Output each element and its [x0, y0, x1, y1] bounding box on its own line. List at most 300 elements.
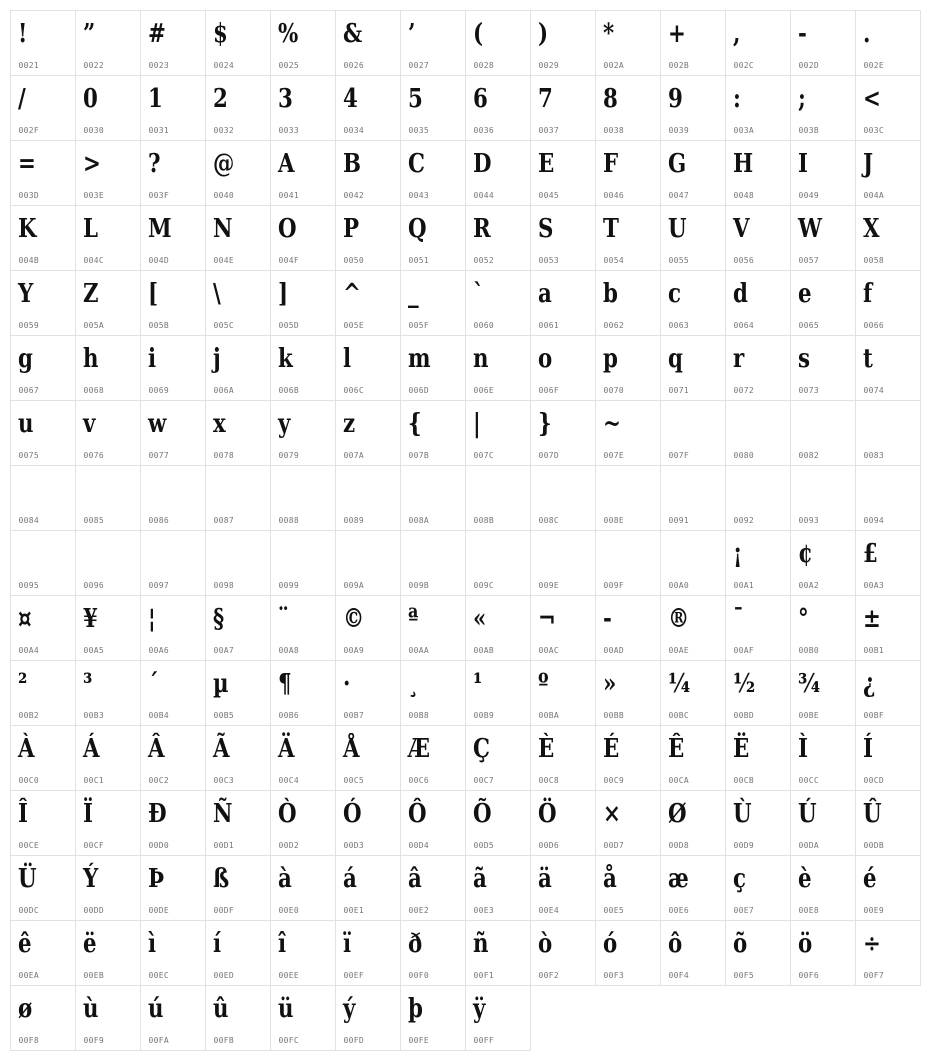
glyph-cell: [140, 140, 206, 206]
glyph-character: 0: [82, 83, 98, 114]
glyph-code-label: 0098: [213, 580, 234, 590]
glyph-cell: [335, 985, 401, 1051]
glyph-character: 3: [277, 83, 293, 114]
glyph-code-label: 00D3: [343, 840, 364, 850]
glyph-cell: [855, 660, 921, 726]
glyph-code-label: 00F7: [863, 970, 884, 980]
glyph-cell: [270, 920, 336, 986]
glyph-code-label: 00A4: [18, 645, 39, 655]
glyph-cell: [10, 10, 76, 76]
glyph-character: õ: [732, 928, 747, 959]
glyph-code-label: 008B: [473, 515, 494, 525]
glyph-character: Ù: [732, 798, 752, 829]
glyph-code-label: 0067: [18, 385, 39, 395]
glyph-cell: [595, 140, 661, 206]
glyph-cell: [140, 75, 206, 141]
glyph-code-label: 005A: [83, 320, 104, 330]
glyph-code-label: 0082: [798, 450, 819, 460]
glyph-code-label: 00D4: [408, 840, 429, 850]
glyph-code-label: 0044: [473, 190, 494, 200]
glyph-cell: [400, 595, 466, 661]
glyph-character: ¶: [277, 668, 292, 699]
glyph-cell: [530, 660, 596, 726]
glyph-code-label: 007C: [473, 450, 494, 460]
glyph-code-label: 002F: [18, 125, 39, 135]
glyph-cell: [465, 140, 531, 206]
glyph-cell: [790, 660, 856, 726]
glyph-code-label: 005E: [343, 320, 364, 330]
glyph-cell: [660, 725, 726, 791]
glyph-character: Ë: [732, 733, 749, 764]
glyph-code-label: 00A8: [278, 645, 299, 655]
glyph-cell: [660, 660, 726, 726]
glyph-code-label: 00D9: [733, 840, 754, 850]
glyph-cell: [465, 530, 531, 596]
glyph-code-label: 0055: [668, 255, 689, 265]
glyph-code-label: 00D8: [668, 840, 689, 850]
glyph-cell: [855, 530, 921, 596]
glyph-cell: [400, 985, 466, 1051]
glyph-cell: [400, 10, 466, 76]
glyph-code-label: 006B: [278, 385, 299, 395]
glyph-cell: [725, 10, 791, 76]
glyph-code-label: 00FD: [343, 1035, 364, 1045]
glyph-code-label: 0030: [83, 125, 104, 135]
glyph-cell: [335, 530, 401, 596]
glyph-character: v: [82, 408, 95, 439]
glyph-code-label: 0041: [278, 190, 299, 200]
glyph-code-label: 0077: [148, 450, 169, 460]
glyph-code-label: 00EF: [343, 970, 364, 980]
glyph-character: r: [732, 343, 744, 374]
glyph-character: Û: [862, 798, 882, 829]
glyph-cell: [335, 400, 401, 466]
glyph-character: ;: [797, 83, 806, 114]
glyph-character: =: [17, 148, 36, 179]
glyph-character: ñ: [472, 928, 489, 959]
glyph-character: /: [17, 83, 26, 114]
glyph-character: j: [212, 343, 221, 374]
glyph-code-label: 0095: [18, 580, 39, 590]
glyph-character: ): [537, 18, 548, 49]
glyph-character: Ì: [797, 733, 808, 764]
glyph-cell: [790, 725, 856, 791]
glyph-cell: [790, 855, 856, 921]
glyph-cell: [725, 335, 791, 401]
glyph-cell: [660, 465, 726, 531]
glyph-character: -: [602, 603, 612, 634]
glyph-code-label: 004B: [18, 255, 39, 265]
glyph-character: s: [797, 343, 810, 374]
glyph-cell: [205, 595, 271, 661]
glyph-code-label: 00F6: [798, 970, 819, 980]
glyph-cell: [725, 75, 791, 141]
glyph-cell: [75, 400, 141, 466]
glyph-character: ~: [602, 408, 621, 439]
glyph-code-label: 002D: [798, 60, 819, 70]
glyph-code-label: 00C4: [278, 775, 299, 785]
glyph-character: o: [537, 343, 552, 374]
glyph-character: W: [797, 213, 822, 244]
glyph-character: ×: [602, 798, 621, 829]
glyph-character: p: [602, 343, 618, 374]
glyph-code-label: 00C9: [603, 775, 624, 785]
glyph-cell: [205, 465, 271, 531]
glyph-code-label: 00B7: [343, 710, 364, 720]
glyph-character: Ç: [472, 733, 490, 764]
glyph-cell: [205, 660, 271, 726]
glyph-cell: [530, 855, 596, 921]
glyph-cell: [205, 985, 271, 1051]
glyph-code-label: 00E1: [343, 905, 364, 915]
glyph-code-label: 004E: [213, 255, 234, 265]
glyph-character: Ý: [82, 863, 98, 894]
glyph-character: î: [277, 928, 286, 959]
glyph-cell: [855, 465, 921, 531]
glyph-code-label: 006F: [538, 385, 559, 395]
glyph-code-label: 00A7: [213, 645, 234, 655]
glyph-character: J: [862, 148, 873, 179]
glyph-character: ë: [82, 928, 97, 959]
glyph-code-label: 004D: [148, 255, 169, 265]
glyph-character: 7: [537, 83, 553, 114]
glyph-code-label: 005D: [278, 320, 299, 330]
glyph-code-label: 007A: [343, 450, 364, 460]
glyph-cell: [400, 790, 466, 856]
glyph-character: c: [667, 278, 681, 309]
glyph-code-label: 0058: [863, 255, 884, 265]
glyph-code-label: 00B6: [278, 710, 299, 720]
glyph-code-label: 00C5: [343, 775, 364, 785]
glyph-cell: [270, 10, 336, 76]
glyph-cell: [140, 595, 206, 661]
glyph-character: G: [667, 148, 686, 179]
glyph-code-label: 00DF: [213, 905, 234, 915]
glyph-code-label: 009B: [408, 580, 429, 590]
glyph-character: 4: [342, 83, 358, 114]
glyph-cell: [530, 140, 596, 206]
glyph-code-label: 0048: [733, 190, 754, 200]
glyph-code-label: 00CF: [83, 840, 104, 850]
glyph-code-label: 0042: [343, 190, 364, 200]
glyph-character: ¦: [147, 603, 156, 634]
glyph-cell: [855, 335, 921, 401]
glyph-code-label: 0045: [538, 190, 559, 200]
glyph-cell: [790, 920, 856, 986]
glyph-code-label: 006D: [408, 385, 429, 395]
glyph-code-label: 00AC: [538, 645, 559, 655]
glyph-cell: [10, 465, 76, 531]
glyph-code-label: 008E: [603, 515, 624, 525]
glyph-character: 5: [407, 83, 423, 114]
glyph-cell: [465, 725, 531, 791]
glyph-code-label: 00B9: [473, 710, 494, 720]
glyph-code-label: 00C2: [148, 775, 169, 785]
glyph-character: Ï: [82, 798, 93, 829]
glyph-character: -: [797, 18, 807, 49]
glyph-cell: [660, 10, 726, 76]
glyph-character: I: [797, 148, 808, 179]
glyph-code-label: 0038: [603, 125, 624, 135]
glyph-cell: [205, 140, 271, 206]
glyph-character: ì: [147, 928, 156, 959]
glyph-cell: [335, 270, 401, 336]
glyph-cell: [595, 270, 661, 336]
glyph-cell: [725, 465, 791, 531]
glyph-cell: [660, 920, 726, 986]
glyph-code-label: 00E6: [668, 905, 689, 915]
glyph-cell: [595, 595, 661, 661]
glyph-cell: [335, 10, 401, 76]
glyph-code-label: 00E2: [408, 905, 429, 915]
glyph-code-label: 00E0: [278, 905, 299, 915]
glyph-cell: [855, 855, 921, 921]
glyph-code-label: 00EA: [18, 970, 39, 980]
glyph-character: X: [862, 213, 880, 244]
glyph-code-label: 0031: [148, 125, 169, 135]
glyph-character: º: [537, 668, 549, 699]
glyph-code-label: 00A2: [798, 580, 819, 590]
glyph-code-label: 0043: [408, 190, 429, 200]
glyph-character: Z: [82, 278, 99, 309]
glyph-code-label: 0080: [733, 450, 754, 460]
glyph-cell: [205, 335, 271, 401]
glyph-code-label: 00D7: [603, 840, 624, 850]
glyph-character: ÿ: [472, 993, 485, 1024]
glyph-cell: [400, 270, 466, 336]
glyph-cell: [75, 595, 141, 661]
glyph-cell: [530, 205, 596, 271]
glyph-character: (: [472, 18, 483, 49]
glyph-cell: [595, 10, 661, 76]
glyph-code-label: 00B0: [798, 645, 819, 655]
glyph-character: <: [862, 83, 881, 114]
glyph-code-label: 00A3: [863, 580, 884, 590]
glyph-code-label: 00FA: [148, 1035, 169, 1045]
glyph-code-label: 0088: [278, 515, 299, 525]
glyph-code-label: 00C1: [83, 775, 104, 785]
glyph-code-label: 00CA: [668, 775, 689, 785]
glyph-cell: [530, 10, 596, 76]
glyph-character: q: [667, 343, 683, 374]
glyph-cell: [465, 400, 531, 466]
glyph-cell: [660, 400, 726, 466]
glyph-code-label: 009A: [343, 580, 364, 590]
glyph-character: Â: [147, 733, 165, 764]
glyph-code-label: 0085: [83, 515, 104, 525]
glyph-character: ³: [82, 668, 92, 699]
glyph-cell: [855, 920, 921, 986]
glyph-character: \: [212, 278, 221, 309]
glyph-code-label: 0023: [148, 60, 169, 70]
glyph-cell: [725, 790, 791, 856]
glyph-code-label: 00BD: [733, 710, 754, 720]
glyph-cell: [10, 400, 76, 466]
glyph-character: 8: [602, 83, 618, 114]
glyph-character: Ö: [537, 798, 557, 829]
glyph-code-label: 00AE: [668, 645, 689, 655]
glyph-cell: [140, 205, 206, 271]
glyph-code-label: 0022: [83, 60, 104, 70]
glyph-code-label: 00DB: [863, 840, 884, 850]
glyph-cell: [10, 205, 76, 271]
glyph-cell: [270, 140, 336, 206]
glyph-cell: [140, 790, 206, 856]
glyph-cell: [335, 335, 401, 401]
glyph-code-label: 0093: [798, 515, 819, 525]
glyph-character: ¾: [797, 668, 820, 699]
glyph-character: ð: [407, 928, 422, 959]
glyph-cell: [790, 270, 856, 336]
glyph-character: Á: [82, 733, 100, 764]
glyph-cell: [335, 660, 401, 726]
glyph-character: e: [797, 278, 812, 309]
glyph-cell: [790, 335, 856, 401]
glyph-cell: [270, 725, 336, 791]
glyph-code-label: 0040: [213, 190, 234, 200]
glyph-cell: [725, 660, 791, 726]
glyph-code-label: 00C6: [408, 775, 429, 785]
glyph-cell: [10, 530, 76, 596]
glyph-character: M: [147, 213, 172, 244]
glyph-character: A: [277, 148, 295, 179]
glyph-character: Ó: [342, 798, 362, 829]
glyph-code-label: 003B: [798, 125, 819, 135]
glyph-code-label: 00DC: [18, 905, 39, 915]
glyph-code-label: 00BF: [863, 710, 884, 720]
glyph-cell: [270, 660, 336, 726]
glyph-cell: [10, 335, 76, 401]
glyph-character: ,: [732, 18, 740, 49]
glyph-code-label: 00DD: [83, 905, 104, 915]
glyph-character: ã: [472, 863, 487, 894]
glyph-code-label: 003D: [18, 190, 39, 200]
glyph-cell: [270, 270, 336, 336]
glyph-character: ©: [342, 603, 364, 634]
glyph-code-label: 0032: [213, 125, 234, 135]
glyph-code-label: 002A: [603, 60, 624, 70]
glyph-character: ¿: [862, 668, 875, 699]
glyph-code-label: 0062: [603, 320, 624, 330]
glyph-cell: [75, 270, 141, 336]
glyph-cell: [400, 400, 466, 466]
glyph-code-label: 00E9: [863, 905, 884, 915]
glyph-character: _: [407, 278, 419, 309]
glyph-character: ”: [82, 18, 95, 49]
glyph-code-label: 0092: [733, 515, 754, 525]
glyph-code-label: 00AD: [603, 645, 624, 655]
glyph-code-label: 008A: [408, 515, 429, 525]
glyph-character: þ: [407, 993, 423, 1024]
glyph-cell: [660, 270, 726, 336]
glyph-cell: [335, 205, 401, 271]
glyph-character: .: [862, 18, 870, 49]
glyph-cell: [10, 790, 76, 856]
glyph-cell: [530, 270, 596, 336]
glyph-character: ±: [862, 603, 881, 634]
glyph-character: Õ: [472, 798, 492, 829]
glyph-character: ú: [147, 993, 164, 1024]
glyph-character: Ä: [277, 733, 295, 764]
glyph-character: f: [862, 278, 872, 309]
glyph-character: R: [472, 213, 491, 244]
glyph-cell: [75, 855, 141, 921]
glyph-code-label: 00C0: [18, 775, 39, 785]
glyph-cell: [530, 400, 596, 466]
glyph-code-label: 0072: [733, 385, 754, 395]
glyph-cell: [140, 530, 206, 596]
glyph-cell: [400, 465, 466, 531]
glyph-cell: [465, 790, 531, 856]
glyph-character: N: [212, 213, 232, 244]
glyph-cell: [270, 75, 336, 141]
glyph-code-label: 00E5: [603, 905, 624, 915]
glyph-code-label: 00BB: [603, 710, 624, 720]
glyph-cell: [335, 140, 401, 206]
glyph-cell: [790, 790, 856, 856]
glyph-character: Í: [862, 733, 873, 764]
glyph-grid: [10, 10, 920, 1050]
glyph-character: ¹: [472, 668, 482, 699]
glyph-character: Ê: [667, 733, 684, 764]
glyph-cell: [400, 205, 466, 271]
glyph-character: Å: [342, 733, 360, 764]
glyph-cell: [855, 270, 921, 336]
glyph-character: ¨: [277, 603, 289, 634]
glyph-code-label: 00C8: [538, 775, 559, 785]
glyph-code-label: 0051: [408, 255, 429, 265]
glyph-character: û: [212, 993, 229, 1024]
glyph-cell: [205, 10, 271, 76]
glyph-character: £: [862, 538, 878, 569]
glyph-code-label: 0056: [733, 255, 754, 265]
glyph-character: b: [602, 278, 618, 309]
glyph-character: &: [342, 18, 362, 49]
glyph-character: t: [862, 343, 873, 374]
glyph-character: i: [147, 343, 156, 374]
glyph-code-label: 003C: [863, 125, 884, 135]
glyph-code-label: 005C: [213, 320, 234, 330]
glyph-cell: [790, 205, 856, 271]
glyph-cell: [75, 530, 141, 596]
glyph-code-label: 00EE: [278, 970, 299, 980]
glyph-character: ï: [342, 928, 351, 959]
glyph-code-label: 0027: [408, 60, 429, 70]
glyph-character: §: [212, 603, 224, 634]
glyph-character: w: [147, 408, 166, 439]
glyph-code-label: 0057: [798, 255, 819, 265]
glyph-code-label: 0094: [863, 515, 884, 525]
glyph-code-label: 0024: [213, 60, 234, 70]
glyph-code-label: 0079: [278, 450, 299, 460]
glyph-code-label: 0065: [798, 320, 819, 330]
glyph-character: }: [537, 408, 552, 439]
glyph-character: È: [537, 733, 554, 764]
glyph-code-label: 0047: [668, 190, 689, 200]
glyph-code-label: 00E4: [538, 905, 559, 915]
glyph-code-label: 0073: [798, 385, 819, 395]
glyph-code-label: 0091: [668, 515, 689, 525]
glyph-character: |: [472, 408, 481, 439]
glyph-cell: [725, 595, 791, 661]
glyph-cell: [140, 10, 206, 76]
glyph-character: B: [342, 148, 361, 179]
glyph-code-label: 004C: [83, 255, 104, 265]
glyph-cell: [790, 10, 856, 76]
glyph-cell: [205, 205, 271, 271]
glyph-character: ½: [732, 668, 755, 699]
glyph-cell: [205, 400, 271, 466]
